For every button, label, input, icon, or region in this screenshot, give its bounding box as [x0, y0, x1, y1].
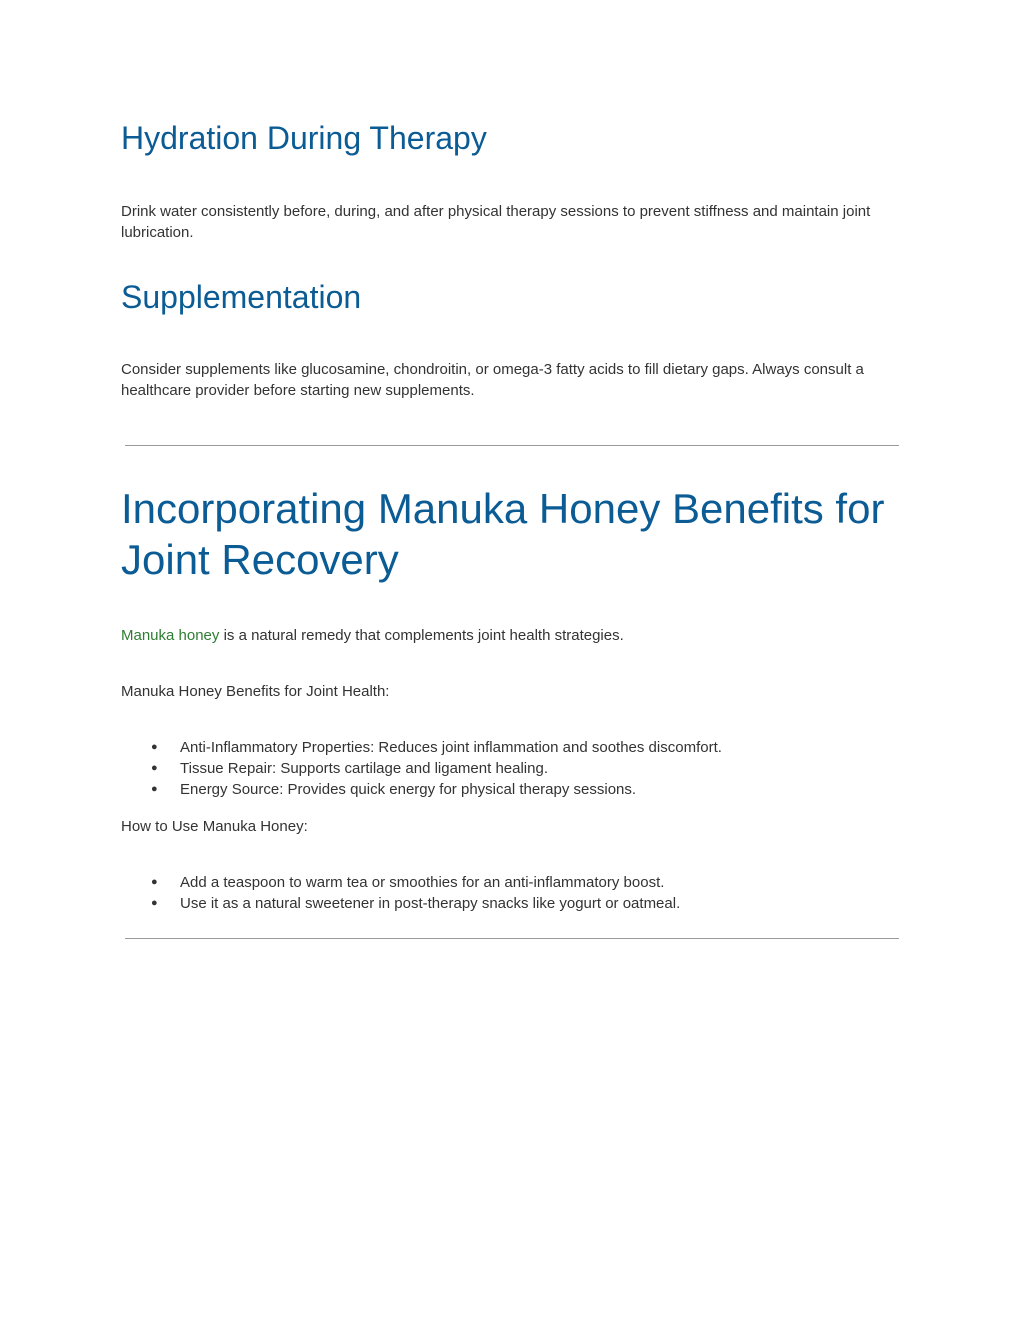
list-item: [121, 737, 901, 758]
horizontal-rule: [125, 445, 899, 446]
bullet-icon: ●: [151, 876, 158, 888]
paragraph-supplementation: Consider supplements like glucosamine, chondroitin, or omega-3 fatty acids to fill dietary gaps. Always consult a healthcare provider before starting new supplements.: [121, 361, 864, 399]
bullet-icon: ●: [151, 783, 158, 795]
usage-list: [121, 872, 901, 914]
list-item-text: Add a teaspoon to warm tea or smoothies for an anti-inflammatory boost.: [180, 874, 665, 891]
heading-manuka-honey: Incorporating Manuka Honey Benefits for Joint Recovery: [121, 485, 885, 583]
paragraph-hydration: Drink water consistently before, during, and after physical therapy sessions to prevent stiffness and maintain joint lubrication.: [121, 203, 871, 241]
horizontal-rule: [125, 938, 899, 939]
bullet-icon: ●: [151, 741, 158, 753]
list-item-text: Use it as a natural sweetener in post-therapy snacks like yogurt or oatmeal.: [180, 895, 681, 912]
list-item: [121, 893, 901, 914]
usage-label: How to Use Manuka Honey:: [121, 818, 308, 835]
bullet-icon: ●: [151, 897, 158, 909]
bullet-icon: ●: [151, 762, 158, 774]
heading-hydration: Hydration During Therapy: [121, 120, 487, 156]
list-item-text: Tissue Repair: Supports cartilage and ligament healing.: [180, 760, 548, 777]
manuka-intro-text: is a natural remedy that complements joint health strategies.: [219, 627, 624, 644]
manuka-honey-link[interactable]: Manuka honey: [121, 627, 220, 644]
heading-supplementation: Supplementation: [121, 279, 362, 315]
paragraph-manuka-intro: [121, 625, 901, 646]
list-item-text: Energy Source: Provides quick energy for physical therapy sessions.: [180, 781, 637, 798]
list-item: [121, 758, 901, 779]
list-item-text: Anti-Inflammatory Properties: Reduces joint inflammation and soothes discomfort.: [180, 739, 722, 756]
benefits-list: [121, 737, 901, 800]
list-item: [121, 779, 901, 800]
benefits-label: Manuka Honey Benefits for Joint Health:: [121, 683, 390, 700]
list-item: [121, 872, 901, 893]
